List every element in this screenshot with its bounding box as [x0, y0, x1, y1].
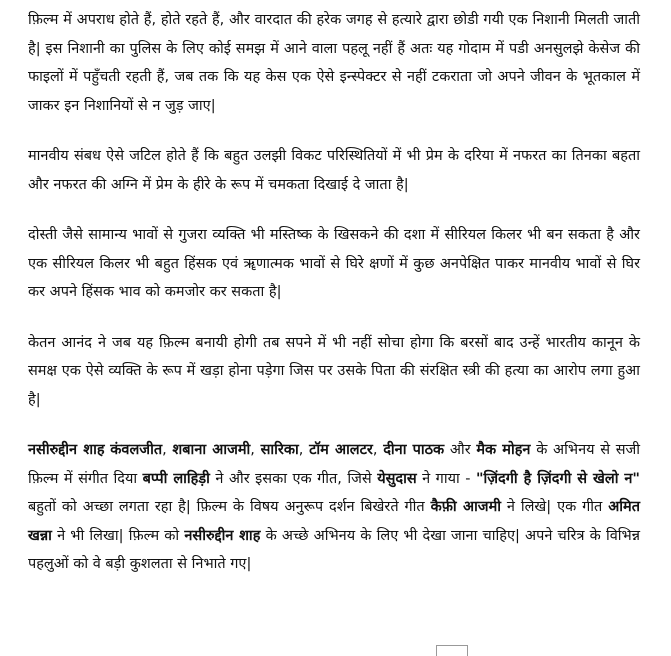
paragraph-ketan-anand: केतन आनंद ने जब यह फ़िल्म बनायी होगी तब सपने में भी नहीं सोचा होगा कि बरसों बाद उन्हें भारतीय कानून के समक्ष एक ऐसे व्यक्ति के रूप में खड़ा होना पड़ेगा जिस पर उसके पिता की संरक्षित स्त्री की हत्या का आरोप लगा हुआ है| — [28, 334, 640, 408]
text-segment: ने लिखे| एक गीत — [501, 499, 609, 515]
text-segment: और — [444, 442, 477, 458]
bold-name: अमित खन्ना — [28, 499, 640, 544]
text-segment: ने भी लिखा| फ़िल्म को — [51, 527, 185, 544]
bold-name: "ज़िंदगी है ज़िंदगी से खेलो न" — [475, 470, 640, 487]
paragraph-credits — [28, 436, 640, 579]
bold-name: कंवलजीत — [110, 442, 163, 458]
text-segment: , — [298, 442, 310, 458]
text-segment: , — [162, 442, 173, 458]
bold-name: नसीरुद्दीन शाह — [184, 527, 261, 544]
text-segment: के अभिनय से सजी फ़िल्म में संगीत दिया — [28, 442, 641, 487]
text-segment: ने गाया - — [416, 470, 476, 487]
bold-name: शबाना आजमी — [172, 442, 251, 458]
bold-name: बप्पी लाहिड़ी — [142, 470, 210, 487]
text-segment: ने और इसका एक गीत, जिसे — [209, 470, 378, 487]
text-segment: , — [372, 442, 384, 458]
text-segment: के अच्छे अभिनय के लिए भी देखा जाना चाहिए| अपने चरित्र के विभिन्न पहलुओं को वे बड़ी कुशलता से निभाते गए| — [28, 527, 640, 572]
article-body — [28, 6, 640, 601]
bold-name: दीना पाठक — [383, 442, 445, 458]
bold-name: येसुदास — [377, 470, 417, 487]
bold-name: टॉम आलटर — [309, 442, 373, 458]
text-segment: बहुतों को अच्छा लगता रहा है| फ़िल्म के विषय अनुरूप दर्शन बिखेरते गीत — [28, 499, 431, 515]
bold-name: नसीरुद्दीन शाह — [28, 442, 105, 458]
bold-name: मैक मोहन — [476, 442, 531, 458]
bold-name: कैफ़ी आजमी — [430, 499, 501, 515]
paragraph-serial-killer: दोस्ती जैसे सामान्य भावों से गुजरा व्यक्ति भी मस्तिष्क के खिसकने की दशा में सीरियल किलर भी बन सकता है और एक सीरियल किलर भी बहुत हिंसक एवं ॠणात्मक भावों से घिरे क्षणों में कुछ अनपेक्षित पाकर मानवीय भावों से घिर कर अपने हिंसक भाव को कमजोर कर सकता है| — [28, 227, 640, 300]
bold-name: सारिका — [260, 442, 299, 458]
paragraph-plot: फ़िल्म में अपराध होते हैं, होते रहते हैं, और वारदात की हरेक जगह से हत्यारे द्वारा छोडी गयी एक निशानी मिलती जाती है| इस निशानी का पुलिस के लिए कोई समझ में आने वाला पहलू नहीं हैं अतः यह गोदाम में पडी अनसुलझे केसेज की फाइलों में पहुँचती रहती हैं, जब तक कि यह केस एक ऐसे इन्स्पेक्टर से नहीं टकराता जो अपने जीवन के भूतकाल में जाकर इन निशानियों से न जुड़ जाए| — [28, 12, 640, 114]
paragraph-relationships: मानवीय संबध ऐसे जटिल होते हैं कि बहुत उलझी विकट परिस्थितियों में भी प्रेम के दरिया में नफरत का तिनका बहता और नफरत की अग्नि में प्रेम के हीरे के रूप में चमकता दिखाई दे जाता है| — [28, 148, 640, 193]
text-segment: , — [250, 442, 261, 458]
